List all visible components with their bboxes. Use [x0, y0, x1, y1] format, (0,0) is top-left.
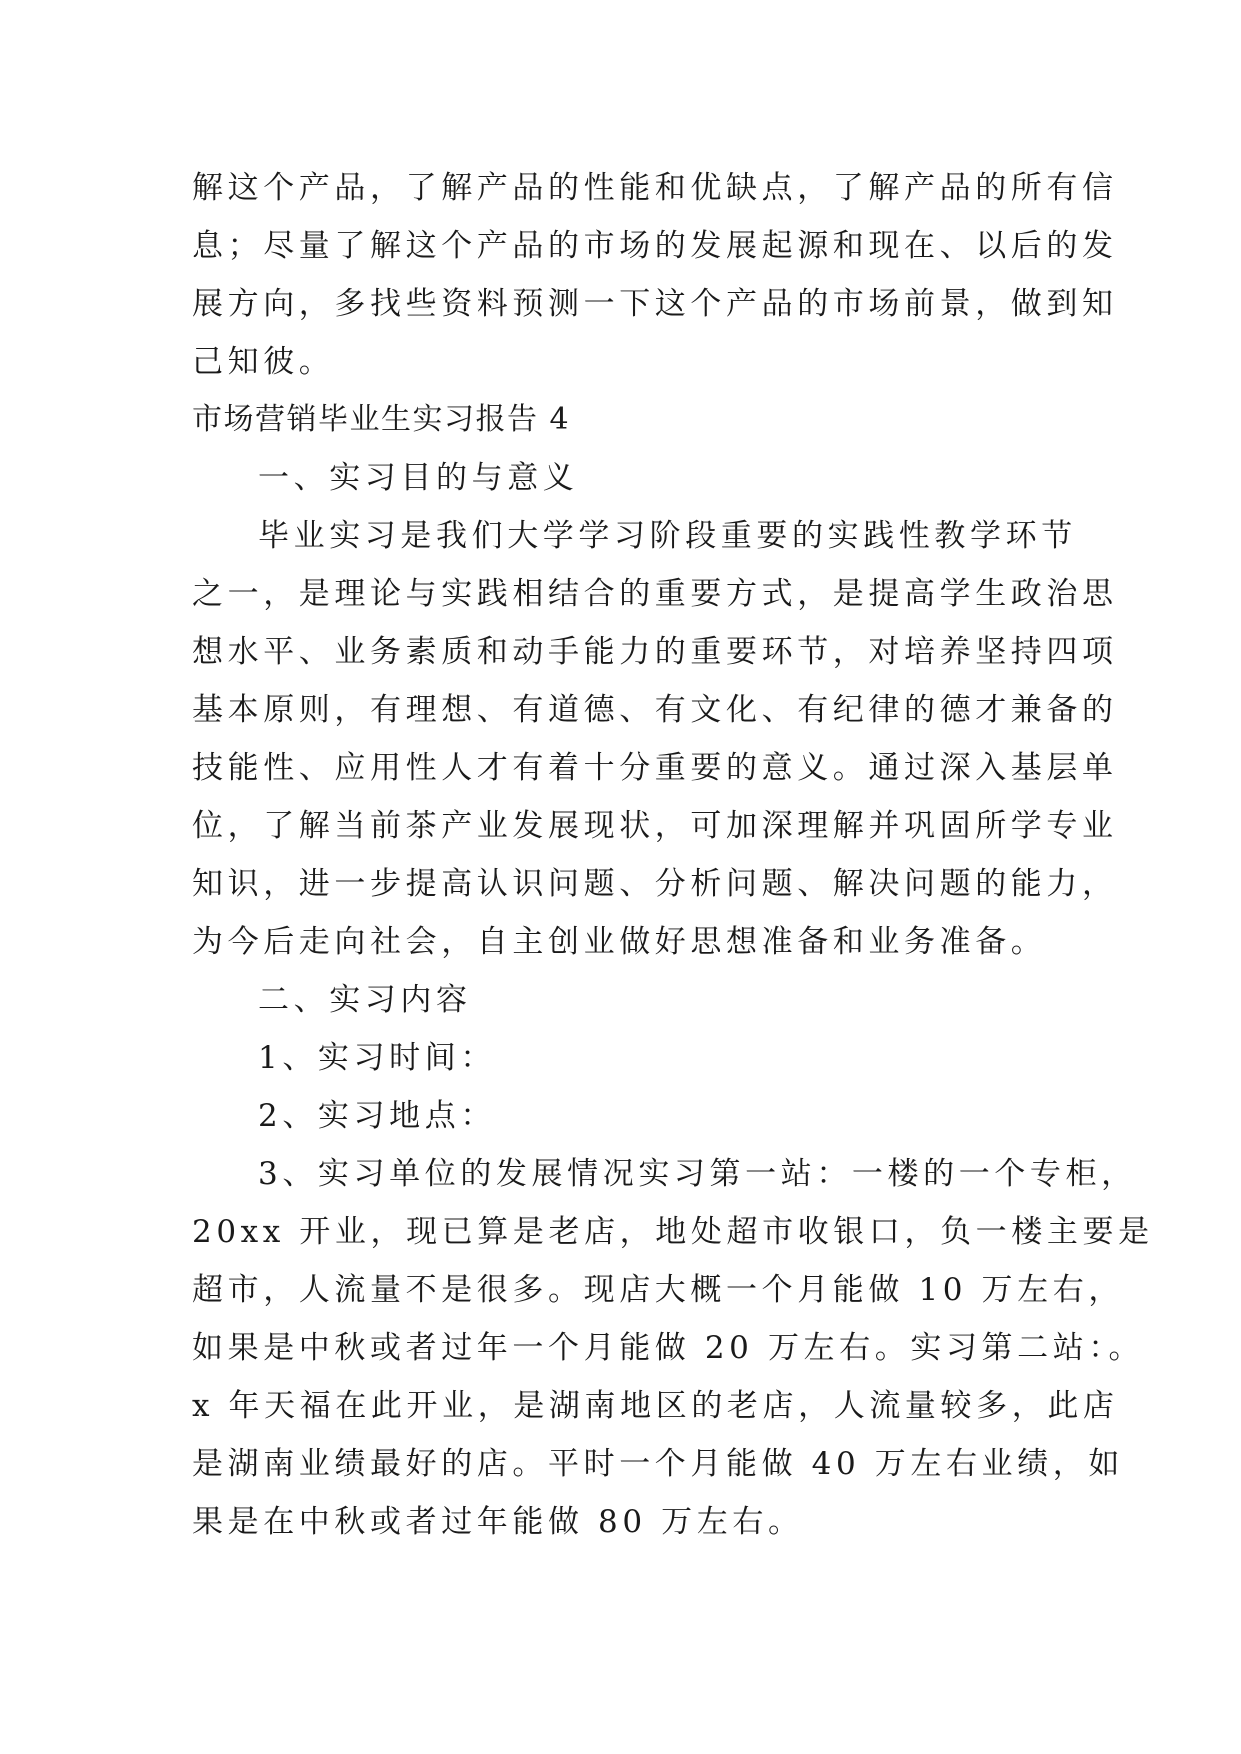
paragraph-line: 知识，进一步提高认识问题、分析问题、解决问题的能力，: [192, 866, 1118, 902]
paragraph-line: 之一，是理论与实践相结合的重要方式，是提高学生政治思: [192, 576, 1118, 612]
paragraph-line: 解这个产品，了解产品的性能和优缺点，了解产品的所有信: [192, 170, 1118, 206]
section-heading-2: 二、实习内容: [258, 982, 472, 1018]
section-heading-1: 一、实习目的与意义: [258, 460, 579, 496]
paragraph-line: 己知彼。: [192, 344, 335, 380]
paragraph-line: x 年天福在此开业，是湖南地区的老店，人流量较多，此店: [192, 1388, 1119, 1424]
paragraph-line: 技能性、应用性人才有着十分重要的意义。通过深入基层单: [192, 750, 1118, 786]
paragraph-line: 毕业实习是我们大学学习阶段重要的实践性教学环节: [258, 518, 1077, 554]
list-item-location: 2、实习地点：: [258, 1098, 496, 1134]
report-title: 市场营销毕业生实习报告 4: [192, 402, 571, 437]
list-item-time: 1、实习时间：: [258, 1040, 496, 1076]
paragraph-line: 想水平、业务素质和动手能力的重要环节，对培养坚持四项: [192, 634, 1118, 670]
paragraph-line: 息；尽量了解这个产品的市场的发展起源和现在、以后的发: [192, 228, 1118, 264]
paragraph-line: 是湖南业绩最好的店。平时一个月能做 40 万左右业绩，如: [192, 1446, 1124, 1482]
paragraph-line: 位，了解当前茶产业发展现状，可加深理解并巩固所学专业: [192, 808, 1118, 844]
paragraph-line: 超市，人流量不是很多。现店大概一个月能做 10 万左右，: [192, 1272, 1124, 1308]
paragraph-line: 20xx 开业，现已算是老店，地处超市收银口，负一楼主要是: [192, 1214, 1154, 1250]
paragraph-line: 3、实习单位的发展情况实习第一站：一楼的一个专柜，: [258, 1156, 1137, 1192]
paragraph-line: 基本原则，有理想、有道德、有文化、有纪律的德才兼备的: [192, 692, 1118, 728]
paragraph-line: 如果是中秋或者过年一个月能做 20 万左右。实习第二站：。: [192, 1330, 1145, 1366]
paragraph-line: 果是在中秋或者过年能做 80 万左右。: [192, 1504, 804, 1540]
paragraph-line: 展方向，多找些资料预测一下这个产品的市场前景，做到知: [192, 286, 1118, 322]
paragraph-line: 为今后走向社会，自主创业做好思想准备和业务准备。: [192, 924, 1047, 960]
